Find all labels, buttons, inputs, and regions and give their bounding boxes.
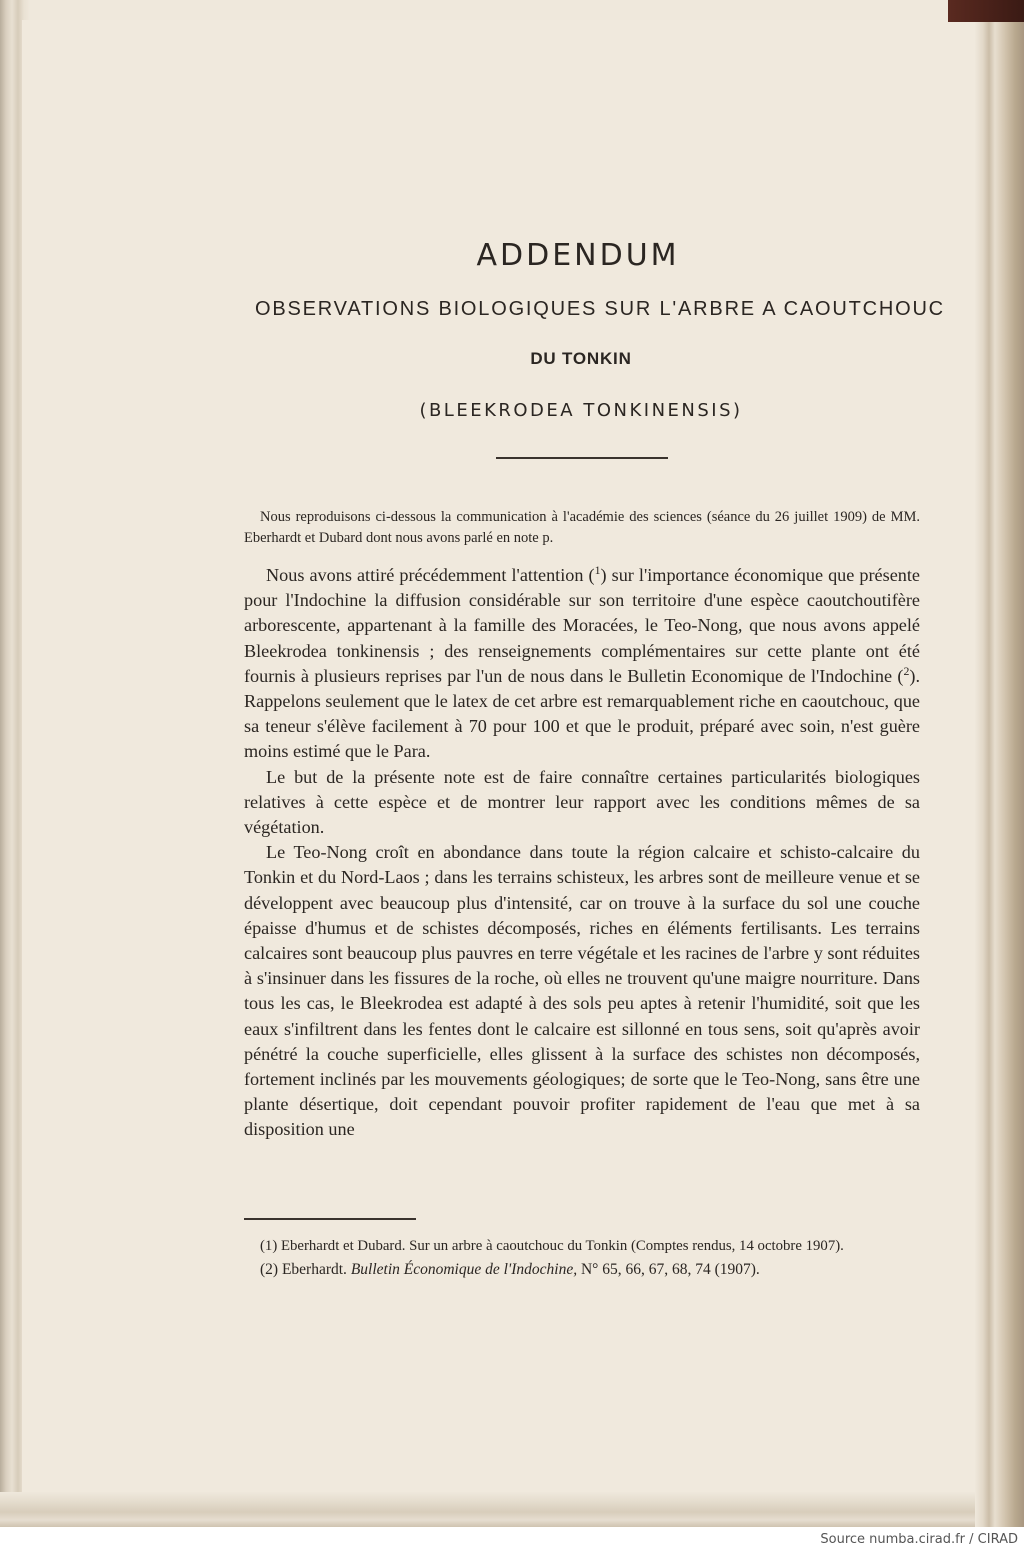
page-subtitle-location: DU TONKIN	[530, 349, 632, 368]
footnote-divider	[244, 1218, 416, 1220]
footnote-2-issues: N° 65, 66, 67, 68, 74 (1907).	[580, 1261, 760, 1278]
page-subtitle: OBSERVATIONS BIOLOGIQUES SUR L'ARBRE A CAOUTCHOUC	[255, 298, 945, 320]
body-paragraph-3: Le Teo-Nong croît en abondance dans toute la région calcaire et schisto-calcaire du Tonkin et du Nord-Laos ; dans les terrains schisteux, les arbres sont de meilleure venue et se développent avec beaucoup plus d'intensité, car on trouve à la surface du sol une couche épaisse d'humus et de schistes décomposés, riches en éléments fertilisants. Les terrains calcaires sont beaucoup plus pauvres en terre végétale et les racines de l'arbre y sont réduites à s'insinuer dans les fissures de la roche, où elles ne trouvent qu'une maigre nourriture. Dans tous les cas, le Bleekrodea est adapté à des sols peu aptes à retenir l'humidité, soit que les eaux s'infiltrent dans les fentes dont le calcaire est sillonné en tous sens, soit qu'après avoir pénétré la couche superficielle, elles glissent à la surface des schistes non décomposés, fortement inclinés par les mouvements géologiques; de sorte que le Teo-Nong, sans être une plante désertique, doit cependant pouvoir profiter rapidement de l'eau que met à sa disposition une	[244, 842, 920, 1140]
page-title: ADDENDUM	[476, 238, 680, 273]
footnote-1-text: Eberhardt et Dubard. Sur un arbre à caoutchouc du Tonkin (Comptes rendus, 14 octobre 1907).	[280, 1238, 844, 1254]
species-name: (BLEEKRODEA TONKINENSIS)	[419, 400, 743, 421]
footnote-1	[244, 1236, 920, 1257]
footnote-2	[244, 1259, 920, 1280]
footnote-2-author: Eberhardt.	[281, 1261, 347, 1278]
article-body	[244, 563, 920, 1143]
intro-paragraph: Nous reproduisons ci-dessous la communication à l'académie des sciences (séance du 26 juillet 1909) de MM. Eberhardt et Dubard dont nous avons parlé en note p.	[244, 509, 920, 546]
source-credit: Source numba.cirad.fr / CIRAD	[820, 1532, 1018, 1547]
footnotes	[244, 1236, 920, 1284]
title-divider	[496, 457, 668, 459]
footnote-2-marker: (2)	[260, 1261, 279, 1278]
p1-text-a: Nous avons attiré précédemment l'attention (	[266, 565, 595, 585]
footnote-1-marker: (1)	[260, 1238, 278, 1254]
p1-text-b: ) sur l'importance économique que présente pour l'Indochine la diffusion considérable sur son territoire d'une espèce caoutchoutifère arborescente, appartenant à la famille des Moracées, le Teo-Nong, que nous avons appelé Bleekrodea tonkinensis ; des renseignements complémentaires sur cette plante ont été fournis à plusieurs reprises par l'un de nous dans le Bulletin Economique de l'Indochine (	[244, 565, 920, 686]
footnote-2-title: Bulletin Économique de l'Indochine,	[350, 1261, 578, 1278]
intro-note	[244, 507, 920, 549]
p1-text-c: ). Rappelons seulement que le latex de cet arbre est remarquablement riche en caoutchouc, que sa teneur s'élève facilement à 70 pour 100 et que le produit, préparé avec soin, n'est guère moins estimé que le Para.	[244, 665, 920, 762]
footnote-ref-1: 1	[594, 562, 601, 577]
footnote-ref-2: 2	[903, 663, 910, 678]
body-paragraph-2: Le but de la présente note est de faire connaître certaines particularités biologiques relatives à cette espèce et de montrer leur rapport avec les conditions mêmes de sa végétation.	[244, 766, 920, 838]
body-paragraph-1	[244, 563, 920, 765]
